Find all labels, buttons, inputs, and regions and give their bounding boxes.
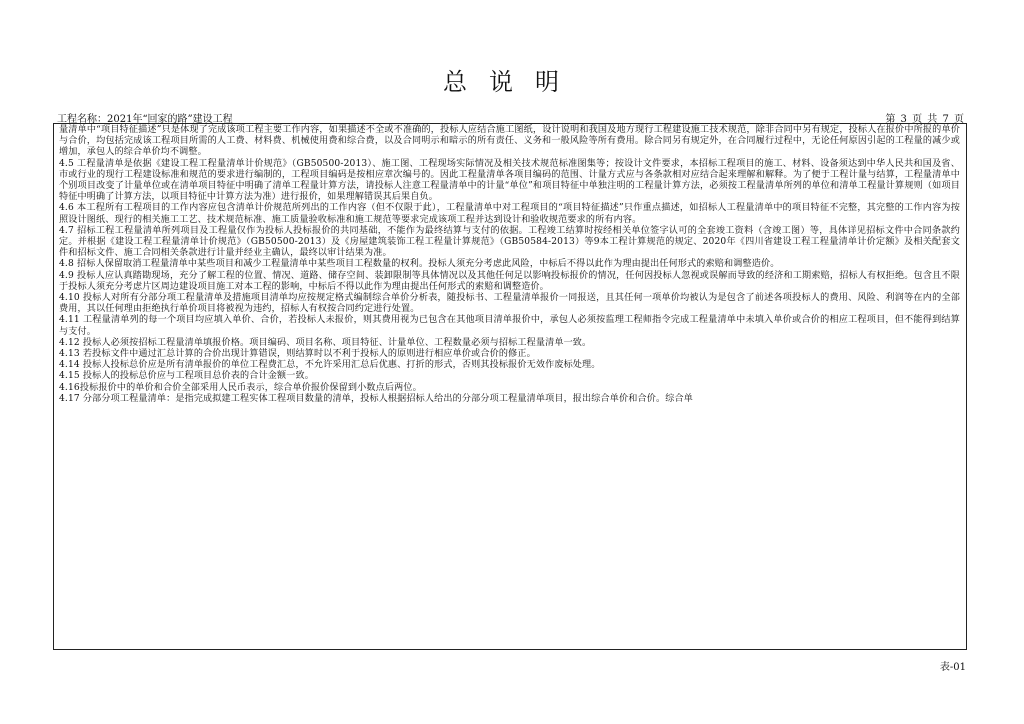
page-title: 总说明 — [443, 68, 581, 96]
paragraph: 4.6 本工程所有工程项目的工作内容应包含清单计价规范所列出的工作内容（但不仅限于此），工程量清单中对工程项目的“项目特征描述”只作重点描述，如招标人工程量清单中的项目特征不完整，其完整的工作内容为按照设计图纸、现行的相关施工工艺、技术规范标准、施工质量验收标准和施工规范等要求完成该项工程并达到设计和验收规范要求的所有内容。 — [59, 203, 960, 225]
paragraph: 4.16投标报价中的单价和合价全部采用人民币表示，综合单价报价保留到小数点后两位。 — [59, 382, 422, 393]
paragraph: 4.13 若投标文件中通过汇总计算的合价出现计算错误，则结算时以不利于投标人的原则进行相应单价或合价的修正。 — [59, 349, 536, 360]
explanation-body — [54, 124, 966, 405]
paragraph: 4.11 工程量清单列的每一个项目均应填入单价、合价，若投标人未报价，则其费用视为已包含在其他项目清单报价中，承包人必须按监理工程师指令完成工程量清单中未填入单价或合价的相应工程项目，但不能得到结算与支付。 — [59, 315, 960, 337]
paragraph: 4.12 投标人必须按招标工程量清单填报价格。项目编码、项目名称、项目特征、计量单位、工程数量必须与招标工程量清单一致。 — [59, 337, 592, 348]
paragraph: 4.14 投标人投标总价应是所有清单报价的单位工程费汇总，不允许采用汇总后优惠、打折的形式，否则其投标报价无效作废标处理。 — [59, 360, 601, 371]
form-code: 表-01 — [939, 662, 966, 673]
paragraph: 4.10 投标人对所有分部分项工程量清单及措施项目清单均应按规定格式编制综合单价分析表，随投标书、工程量清单报价一同报送，且其任何一项单价均被认为是包含了前述各项投标人的费用、风险、利润等在内的全部费用，其以任何理由拒绝执行单价项目将被视为违约，招标人有权按合同约定进行处置。 — [59, 293, 960, 315]
content-frame — [53, 123, 967, 650]
paragraph: 4.9 投标人应认真踏勘现场，充分了解工程的位置、情况、道路、储存空间、装卸限制等具体情况以及其他任何足以影响投标报价的情况，任何因投标人忽视或误解而导致的经济和工期索赔，招标人有权拒绝。包含且不限于投标人须充分考虑片区周边建设项目施工对本工程的影响，中标后不得以此作为理由提出任何形式的索赔和调整造价。 — [59, 270, 960, 292]
paragraph: 4.5 工程量清单是依据《建设工程工程量清单计价规范》（GB50500-2013）、施工图、工程现场实际情况及相关技术规范标准图集等；按设计文件要求，本招标工程项目的施工、材料、设备须达到中华人民共和国及省、市或行业的现行工程建设标准和规范的要求进行编制的，工程项目编码是按相应章次编号的。因此工程量清单各项目编码的范围、计量方式应与各条款相对应结合起来理解和解释。为了便于工程计量与结算，工程量清单中个别项目改变了计量单位或在清单项目特征中明确了清单工程量计算方法，请投标人注意工程量清单中的计量“单位”和项目特征中单独注明的工程量计算方法，必须按工程量清单所列的单位和清单工程量计算规则（如项目特征中明确了计算方法，以项目特征中计算方法为准）进行报价，如果理解错误其后果自负。 — [59, 158, 960, 203]
paragraph: 4.17 分部分项工程量清单：是指完成拟建工程实体工程项目数量的清单，投标人根据招标人给出的分部分项工程量清单项目，报出综合单价和合价。综合单 — [59, 393, 693, 404]
paragraph: 4.8 招标人保留取消工程量清单中某些项目和减少工程量清单中某些项目工程数量的权利。投标人须充分考虑此风险，中标后不得以此作为理由提出任何形式的索赔和调整造价。 — [59, 259, 780, 270]
project-name: 工程名称：2021年“回家的路”建设工程 — [57, 114, 233, 125]
paragraph: 4.7 招标工程工程量清单所列项目及工程量仅作为投标人投标报价的共同基础，不能作为最终结算与支付的依据。工程竣工结算时按经相关单位签字认可的全套竣工资料（含竣工图）等，具体详见招标文件中合同条款约定。并根据《建设工程工程量清单计价规范》（GB50500-2013）及《房屋建筑装饰工程工程量计算规范》（GB50584-2013）等9本工程计算规范的规定、2020年《四川省建设工程工程量清单计价定额》及相关配套文件和招标文件、施工合同相关条款进行计量并经业主确认，最终以审计结果为准。 — [59, 225, 960, 259]
paragraph: 量清单中“项目特征描述”只是体现了完成该项工程主要工作内容，如果描述不全或不准确的，投标人应结合施工图纸，设计说明和我国及地方现行工程建设施工技术规范，除非合同中另有规定，投标人在报价中所报的单价与合价，均包括完成该工程项目所需的人工费、材料费、机械使用费和综合费，以及合同明示和暗示的所有责任、义务和一般风险等所有费用。除合同另有规定外，在合同履行过程中，无论任何原因引起的工程量的减少或增加，承包人的综合单价均不调整。 — [59, 125, 960, 158]
page-number: 第 3 页 共 7 页 — [885, 114, 964, 125]
paragraph: 4.15 投标人的投标总价应与工程项目总价表的合计金额一致。 — [59, 371, 314, 382]
